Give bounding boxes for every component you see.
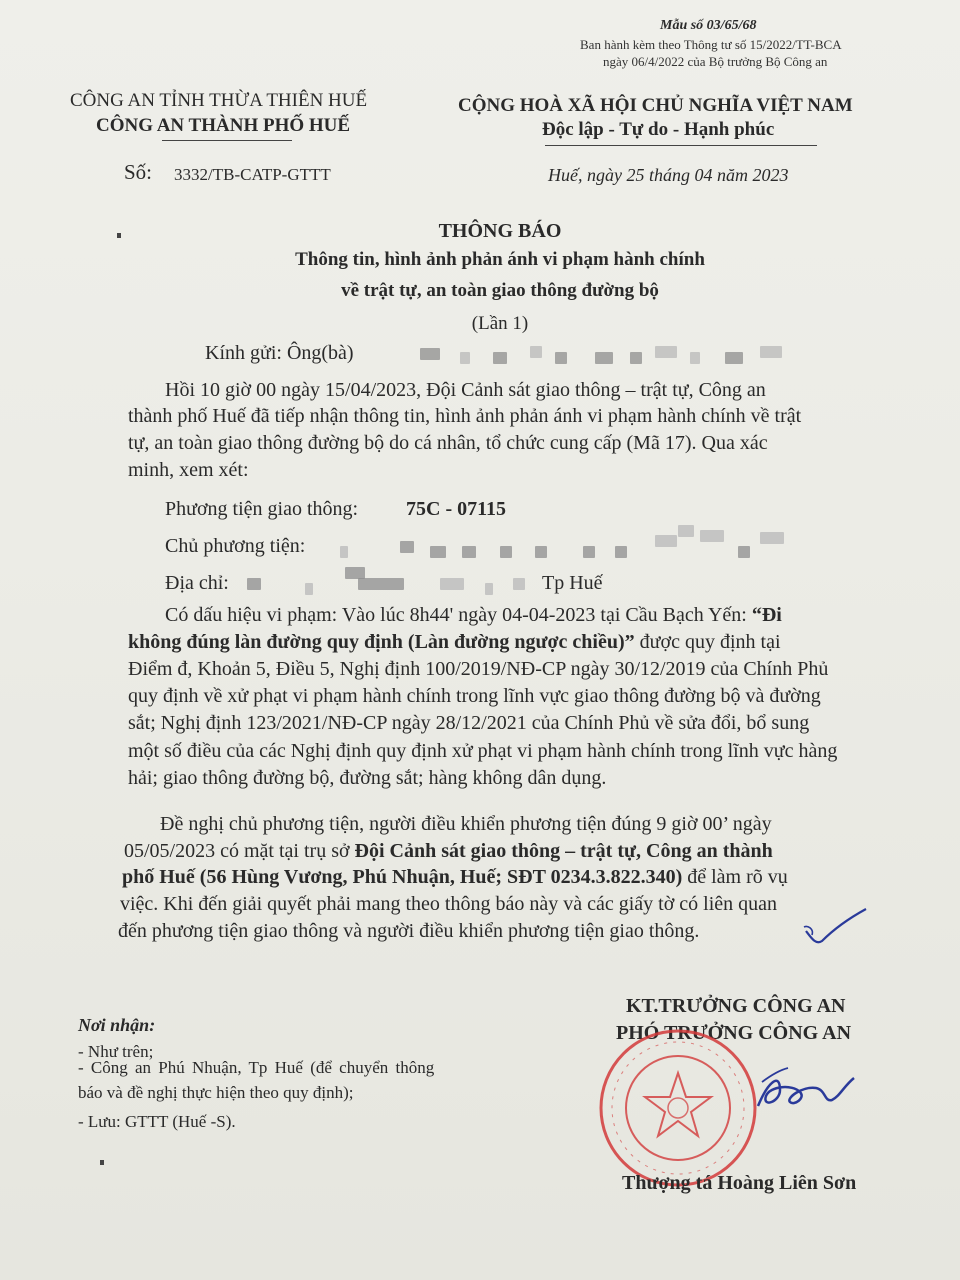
request-line-1: Đề nghị chủ phương tiện, người điều khiển phương tiện đúng 9 giờ 00’ ngày xyxy=(160,813,772,835)
attempt-number: (Lần 1) xyxy=(471,313,529,334)
issuer-unit: CÔNG AN THÀNH PHỐ HUẾ xyxy=(96,115,351,136)
form-issued-line: Ban hành kèm theo Thông tư số 15/2022/TT-BCA xyxy=(580,37,842,52)
intro-line-2: thành phố Huế đã tiếp nhận thông tin, hình ảnh phản ánh vi phạm hành chính về trật xyxy=(128,405,802,427)
form-issued-date-line: ngày 06/4/2022 của Bộ trưởng Bộ Công an xyxy=(603,54,828,69)
violation-quote-start: “Đi xyxy=(751,604,782,626)
issuer-underline xyxy=(162,140,292,141)
request-line-5: đến phương tiện giao thông và người điều khiển phương tiện giao thông. xyxy=(118,920,700,942)
violation-intro: Có dấu hiệu vi phạm: Vào lúc 8h44' ngày 04-04-2023 tại Cầu Bạch Yến: xyxy=(165,604,747,626)
salutation: Kính gửi: Ông(bà) xyxy=(205,342,354,364)
notice-subtitle-2: về trật tự, an toàn giao thông đường bộ xyxy=(341,280,659,301)
notice-title: THÔNG BÁO xyxy=(438,220,562,242)
request-line-2-start: 05/05/2023 có mặt tại trụ sở xyxy=(124,840,350,862)
request-line-3 xyxy=(122,866,788,889)
recipient-2-cont: báo và đề nghị thực hiện theo quy định); xyxy=(78,1083,354,1102)
intro-line-1: Hồi 10 giờ 00 ngày 15/04/2023, Đội Cảnh sát giao thông – trật tự, Công an xyxy=(165,379,766,401)
request-office: Đội Cảnh sát giao thông – trật tự, Công an thành xyxy=(354,840,773,862)
violation-line-5: sắt; Nghị định 123/2021/NĐ-CP ngày 28/12/2021 của Chính Phủ về sửa đổi, bổ sung xyxy=(128,712,810,734)
ink-dot xyxy=(117,233,121,238)
recipient-2: - Công an Phú Nhuận, Tp Huế (để chuyển thông xyxy=(78,1058,435,1077)
violation-description: không đúng làn đường quy định (Làn đường ngược chiều)” xyxy=(128,631,635,653)
official-seal xyxy=(597,1027,759,1189)
address-label: Địa chỉ: xyxy=(165,572,229,594)
national-motto: Độc lập - Tự do - Hạnh phúc xyxy=(542,119,775,140)
violation-line-2 xyxy=(128,631,781,654)
intro-line-4: minh, xem xét: xyxy=(128,459,249,481)
violation-line-4: quy định về xử phạt vi phạm hành chính trong lĩnh vực giao thông đường bộ và đường xyxy=(128,685,821,707)
country-name: CỘNG HOÀ XÃ HỘI CHỦ NGHĨA VIỆT NAM xyxy=(458,95,853,116)
violation-line-2-rest: được quy định tại xyxy=(639,631,781,653)
violation-line-7: hải; giao thông đường bộ, đường sắt; hàng không dân dụng. xyxy=(128,767,607,789)
issuer-parent: CÔNG AN TỈNH THỪA THIÊN HUẾ xyxy=(70,90,368,111)
request-line-2 xyxy=(124,840,773,863)
vehicle-label: Phương tiện giao thông: xyxy=(165,498,359,520)
number-label: Số: xyxy=(124,160,153,184)
owner-label: Chủ phương tiện: xyxy=(165,535,306,557)
place-date: Huế, ngày 25 tháng 04 năm 2023 xyxy=(548,165,789,185)
intro-line-3: tự, an toàn giao thông đường bộ do cá nhân, tổ chức cung cấp (Mã 17). Qua xác xyxy=(128,432,768,454)
request-address: phố Huế (56 Hùng Vương, Phú Nhuận, Huế; SĐT 0234.3.822.340) xyxy=(122,866,683,888)
form-number: Mẫu số 03/65/68 xyxy=(660,18,757,33)
signer-role-2: PHÓ TRƯỞNG CÔNG AN xyxy=(616,1022,852,1044)
notice-subtitle-1: Thông tin, hình ảnh phản ánh vi phạm hành chính xyxy=(295,249,705,270)
license-plate: 75C - 07115 xyxy=(406,498,506,520)
document-number: 3332/TB-CATP-GTTT xyxy=(174,165,331,184)
recipient-1: - Như trên; xyxy=(78,1042,154,1061)
recipient-3: - Lưu: GTTT (Huế -S). xyxy=(78,1112,236,1131)
signer-name: Thượng tá Hoàng Liên Sơn xyxy=(622,1172,857,1194)
signer-role-1: KT.TRƯỞNG CÔNG AN xyxy=(626,995,846,1017)
violation-line-1 xyxy=(165,604,782,627)
violation-line-3: Điểm đ, Khoản 5, Điều 5, Nghị định 100/2019/NĐ-CP ngày 30/12/2019 của Chính Phủ xyxy=(128,658,829,680)
recipients-title: Nơi nhận: xyxy=(78,1015,156,1035)
address-city: Tp Huế xyxy=(542,572,603,594)
request-line-4: việc. Khi đến giải quyết phải mang theo thông báo này và các giấy tờ có liên quan xyxy=(120,893,778,915)
violation-line-6: một số điều của các Nghị định quy định xử phạt vi phạm hành chính trong lĩnh vực hàng xyxy=(128,740,838,762)
handwritten-checkmark xyxy=(800,905,870,950)
ink-dot xyxy=(100,1160,104,1165)
request-line-3-rest: để làm rõ vụ xyxy=(687,866,788,888)
handwritten-signature xyxy=(740,1062,860,1122)
motto-underline xyxy=(545,145,817,146)
